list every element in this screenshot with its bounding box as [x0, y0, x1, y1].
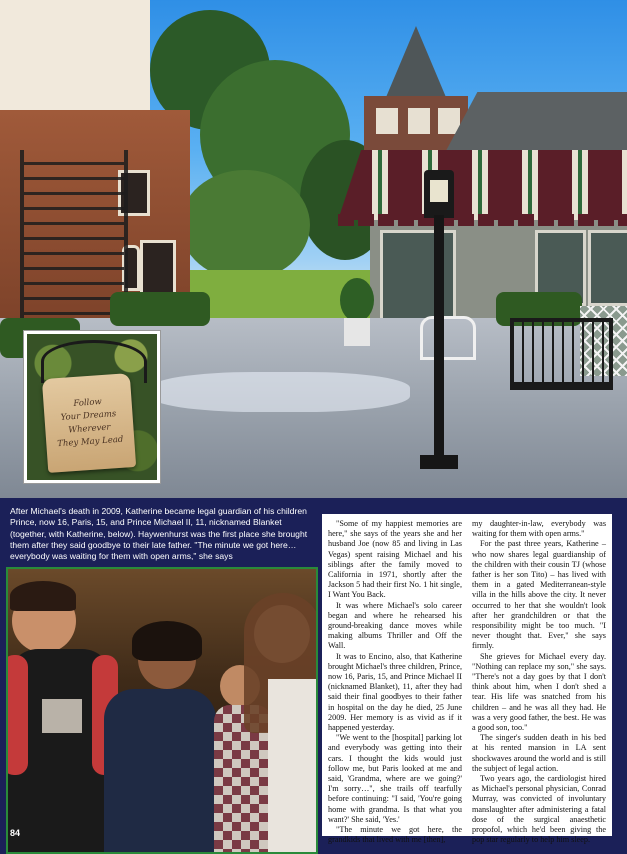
paragraph: She grieves for Michael every day. "Nothing can replace my son," she says. "There's not a day goes by that I don't think about him, when I don't shed a tear. His life was snatched from his children – and he was all they had. He was a very good father, the best. He was a good son, too." [472, 651, 606, 733]
article-body [322, 514, 612, 845]
awning-fringe [338, 214, 627, 226]
sign-line: They May Lead [56, 434, 124, 450]
garden-tree [180, 170, 310, 280]
tshirt-print [42, 699, 82, 733]
turret-roof [384, 26, 448, 102]
page-number: 84 [10, 828, 21, 838]
striped-awning [338, 150, 627, 220]
person-top [268, 679, 318, 854]
article-column-2 [472, 519, 606, 846]
porch-roof [0, 0, 150, 110]
garden-chair [420, 316, 476, 360]
lamp-post [434, 215, 444, 465]
paragraph: "We went to the [hospital] parking lot and everybody was getting into their cars. I thought the kids would just follow me, but Paris looked at me and said, 'Grandma, where are we going?' I'm sorry…", she trails off tearfully before continuing: "I said, 'You're going home with grandma. Is that what you want?' She said, 'Yes.' [328, 733, 462, 824]
paragraph: my daughter-in-law, everybody was waiting for them with open arms." [472, 519, 606, 539]
potted-shrub [340, 278, 374, 322]
person-sleeve [6, 655, 28, 775]
paragraph: "The minute we got here, the grandkids that lived with me [then], [328, 825, 462, 845]
paragraph: It was to Encino, also, that Katherine brought Michael's three children, Prince, now 16, Paris, 15, and Prince Michael II (nicknamed Blanket), 11, after they had said their final goodbyes to their father in hospital on the day he died, 25 June 2009. Her memory is as vivid as if it happened yesterday. [328, 651, 462, 733]
article-column-1 [328, 519, 462, 846]
planter [344, 318, 370, 346]
paragraph: Two years ago, the cardiologist hired as Michael's personal physician, Conrad Murray, was convicted of involuntary manslaughter after administering a fatal dose of the surgical anaesthetic propofol, which he'd been giving the pop star regularly to help him sleep. [472, 774, 606, 845]
sunlit-patch [150, 372, 410, 412]
sign-line: Your Dreams [60, 409, 117, 423]
sign-line: Wherever [67, 422, 111, 436]
paragraph: It was where Michael's solo career began and where he rehearsed his ground-breaking dance moves while making albums Thriller and Off the Wall. [328, 600, 462, 651]
person-hair [10, 581, 76, 611]
person-hair [132, 621, 202, 661]
person-jacket [104, 689, 216, 854]
garden-bench [510, 318, 613, 382]
sign-line: Follow [73, 397, 103, 410]
photo-caption: After Michael's death in 2009, Katherine became legal guardian of his children Prince, now 16, Paris, 15, and Prince Michael II, 11, nicknamed Blanket (together, with Katherine, below). Haywenhurst was the first place she brought them after they said goodbye to their late father. "The minute we got here… everybody was waiting for them with open arms," she says [10, 506, 308, 562]
garden-sign [42, 373, 136, 473]
paragraph: For the past three years, Katherine – who now shares legal guardianship of the children with their cousin TJ (whose father is her son Tito) – has lived with them in a gated Mediterranean-style villa in the hills above the city. It never occurred to her that she wouldn't look after her grandchildren or that the responsibility might be too much. "I never thought that. Ever," she says firmly. [472, 539, 606, 651]
paragraph: The singer's sudden death in his bed at his rented mansion in LA sent shockwaves around the world and is still the subject of legal action. [472, 733, 606, 773]
sign-inset-photo [24, 331, 160, 483]
lamp-base [420, 455, 458, 469]
family-photo [6, 567, 318, 854]
lamp-lantern [424, 170, 454, 218]
paragraph: "Some of my happiest memories are here," she says of the years she and her husband Joe (now 85 and living in Las Vegas) spent raising Michael and his siblings after the family moved to California in 1971, shortly after the Jackson 5 had their first No. 1 hit single, I Want You Back. [328, 519, 462, 600]
hedge [110, 292, 210, 326]
